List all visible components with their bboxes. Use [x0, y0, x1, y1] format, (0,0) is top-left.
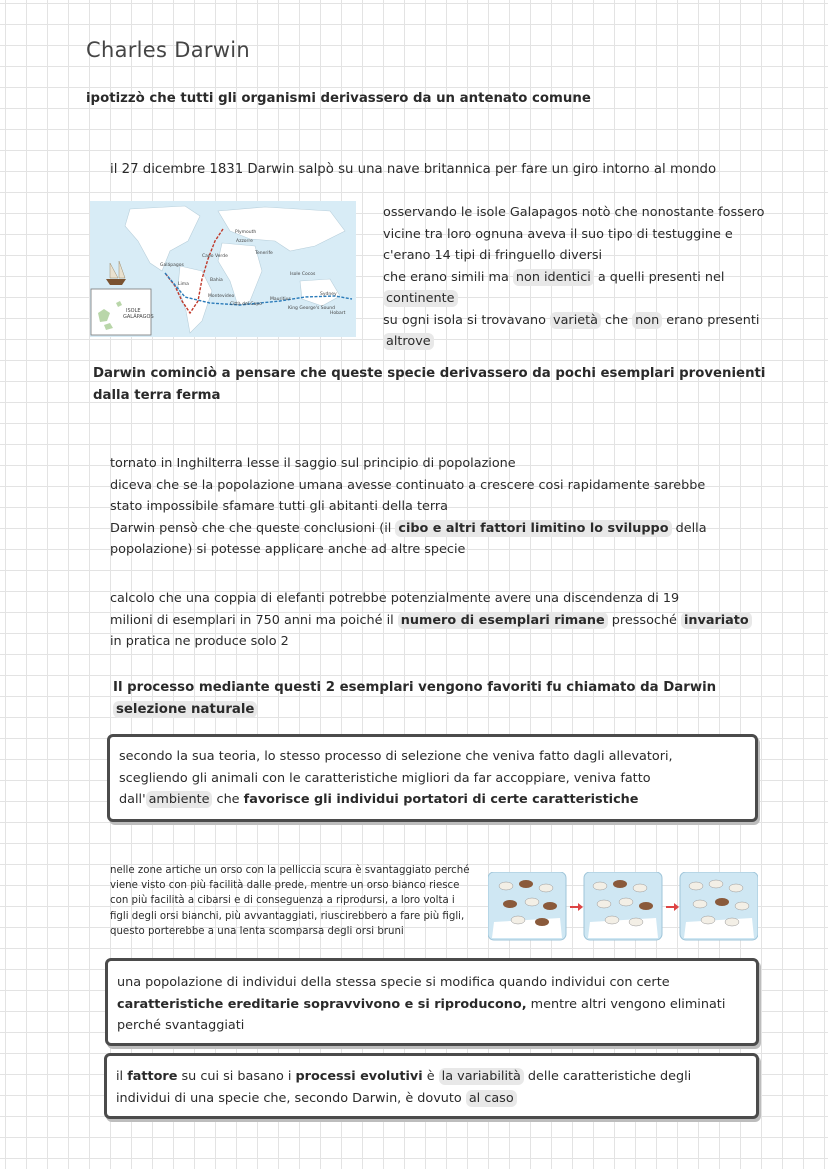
- bears-paragraph: nelle zone artiche un orso con la pelliccia scura è svantaggiato perché viene visto con più facilità dalle prede, mentre un orso bianco riesce con più facilità a cibarsi e di conseguenza a riprodursi, a loro volta i figli degli orsi bianchi, più avvantaggiati, riuscirebbero a fare più figli, questo porterebbe a una lenta scomparsa degli orsi bruni: [110, 865, 470, 937]
- selection-paragraph: Il processo mediante questi 2 esemplari vengono favoriti fu chiamato da Darwin selezione naturale: [113, 680, 717, 717]
- svg-text:Lima: Lima: [178, 282, 189, 287]
- svg-text:Tenerife: Tenerife: [255, 251, 273, 256]
- elephants-paragraph: calcolo che una coppia di elefanti potrebbe potenzialmente avere una discendenza di 19 milioni di esemplari in 750 anni ma poiché il numero di esemplari rimane pressoché invariato in pratica ne produce solo 2: [110, 588, 752, 653]
- svg-text:Montevideo: Montevideo: [208, 294, 235, 299]
- malthus-paragraph: tornato in Inghilterra lesse il saggio sul principio di popolazione diceva che se la popolazione umana avesse continuato a crescere cosi rapidamente sarebbe stato impossibile sfamare tutti gli abitanti della terra Darwin pensò che che queste conclusioni (il cibo e altri fattori limitino lo sviluppo della popolazione) si potesse applicare anche ad altre specie: [110, 456, 707, 557]
- galapagos-paragraph: osservando le isole Galapagos notò che nonostante fossero vicine tra loro ognuna aveva il suo tipo di testuggine e c'erano 14 tipi di fringuello diversi che erano simili ma non identici a quelli presenti nel continente su ogni isola si trovavano varietà che non erano presenti altrove: [383, 205, 765, 349]
- page-title: Charles Darwin: [86, 38, 251, 62]
- svg-text:Bahia: Bahia: [210, 278, 223, 283]
- svg-text:Sydney: Sydney: [320, 292, 337, 297]
- definition-box: una popolazione di individui della stessa specie si modifica quando individui con certe caratteristiche ereditarie sopravvivono e si riproducono, mentre altri vengono eliminati perché svantaggiati: [105, 958, 759, 1046]
- svg-text:Capo Verde: Capo Verde: [202, 254, 228, 259]
- darwin-thought: Darwin cominciò a pensare che queste specie derivassero da pochi esemplari provenienti dalla terra ferma: [93, 366, 766, 403]
- svg-text:Plymouth: Plymouth: [235, 230, 257, 235]
- voyage-text: il 27 dicembre 1831 Darwin salpò su una nave britannica per fare un giro intorno al mondo: [110, 162, 717, 177]
- svg-text:King George's Sound: King George's Sound: [288, 306, 335, 311]
- svg-text:Galápagos: Galápagos: [160, 263, 184, 268]
- bears-panel-3: [680, 872, 758, 940]
- theory-box: secondo la sua teoria, lo stesso processo di selezione che veniva fatto dagli allevatori, scegliendo gli animali con le caratteristiche migliori da far accoppiare, veniva fatto dall' ambiente che favorisce gli individui portatori di certe caratteristiche: [107, 734, 758, 822]
- bears-panel-2: [584, 872, 662, 940]
- svg-text:Mauritius: Mauritius: [270, 297, 291, 302]
- variability-box: il fattore su cui si basano i processi evolutivi è la variabilità delle caratteristiche degli individui di una specie che, secondo Darwin, è dovuto al caso: [104, 1053, 759, 1119]
- voyage-map: [90, 201, 356, 337]
- svg-text:Isole Cocos: Isole Cocos: [290, 272, 316, 277]
- map-label-isole: ISOLE: [126, 308, 141, 314]
- svg-text:Hobart: Hobart: [330, 311, 346, 316]
- bears-illustration: [488, 872, 758, 942]
- svg-text:Azzorre: Azzorre: [236, 239, 253, 244]
- svg-text:Città del Capo: Città del Capo: [230, 302, 262, 307]
- bears-panel-1: [488, 872, 566, 940]
- intro-statement: ipotizzò che tutti gli organismi derivassero da un antenato comune: [86, 91, 591, 106]
- map-label-galapagos: GALÁPAGOS: [123, 314, 154, 320]
